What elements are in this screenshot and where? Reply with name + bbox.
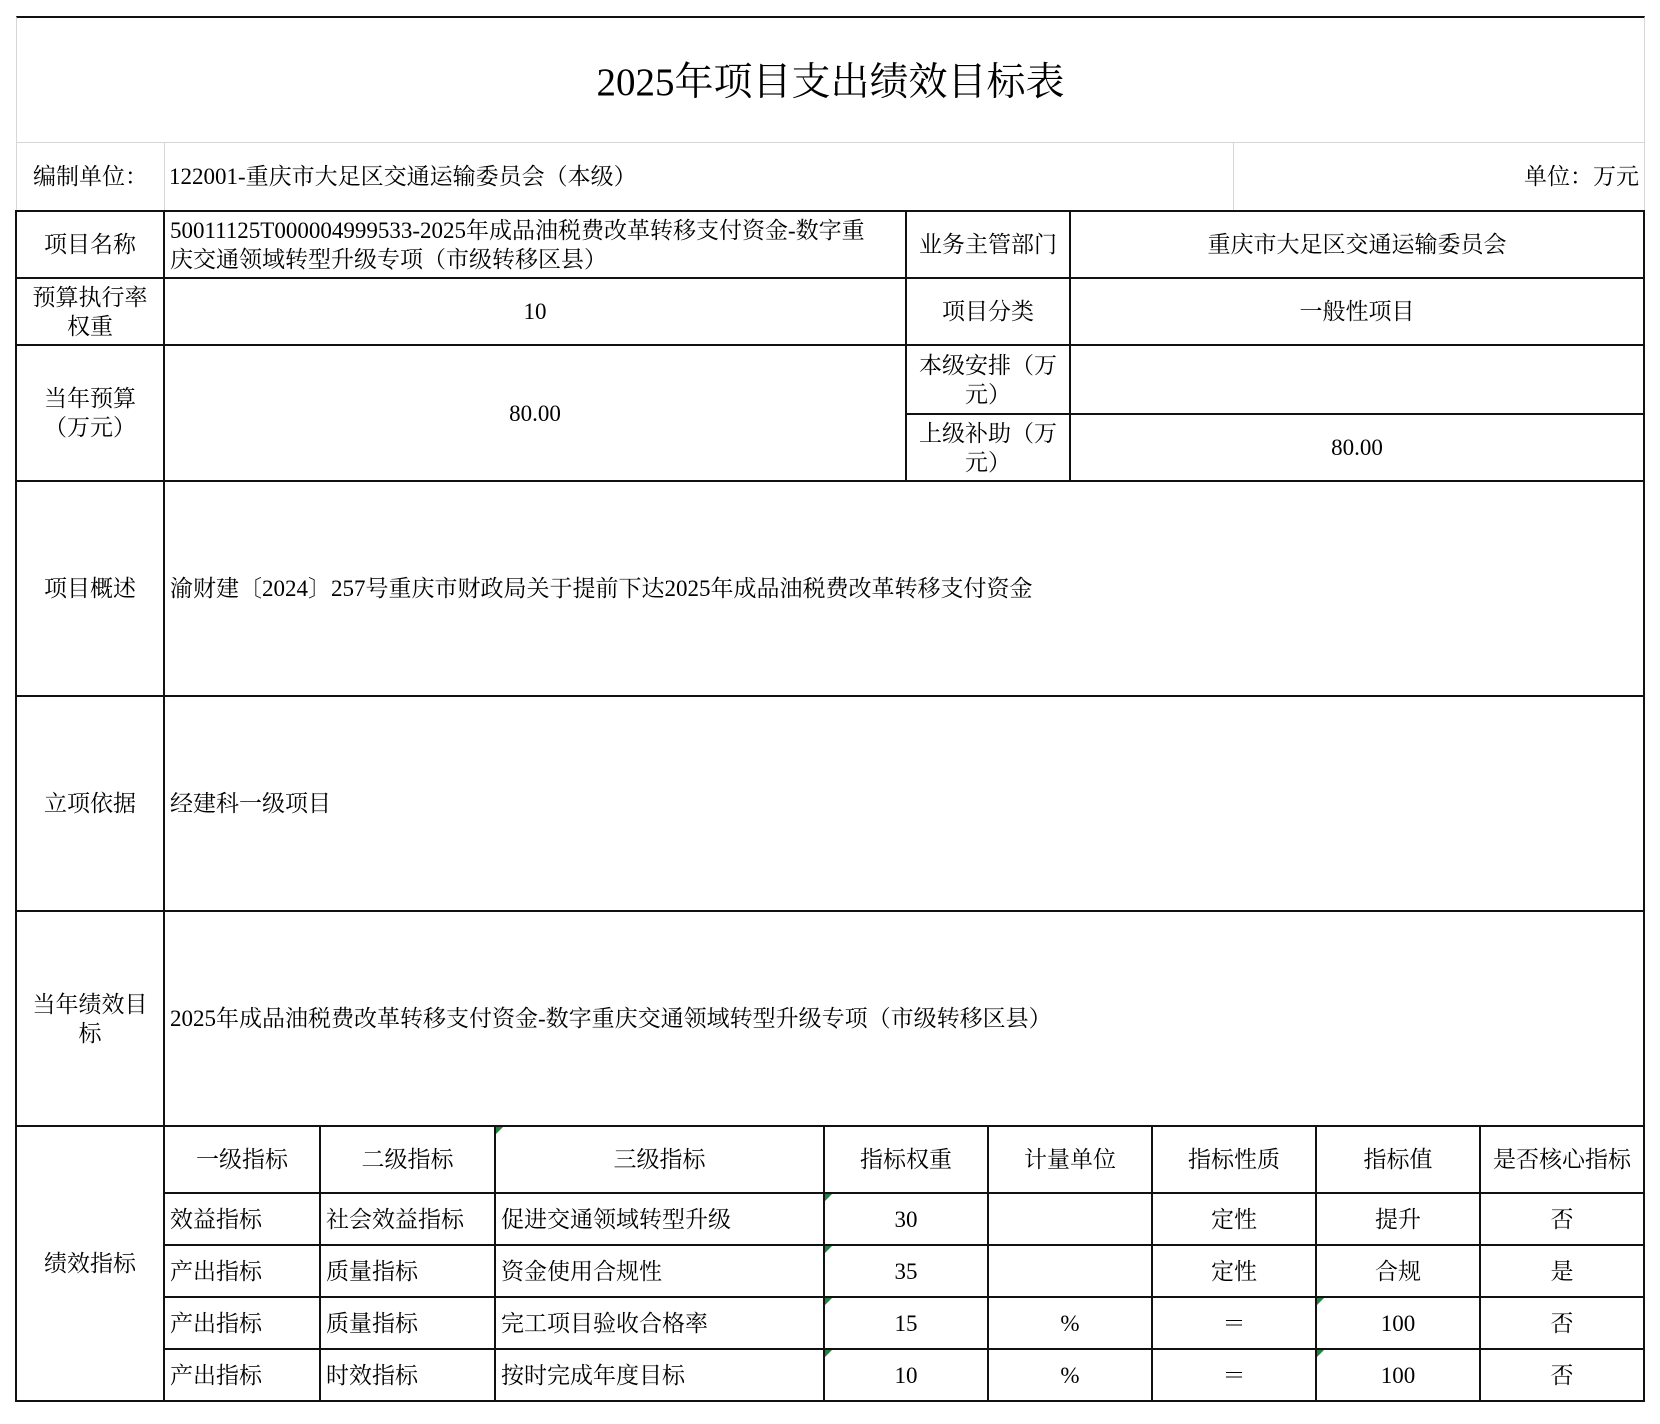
indicator-row4-unit: % — [987, 1348, 1153, 1402]
project-name-label: 项目名称 — [15, 210, 165, 279]
indicator-row1-value: 提升 — [1315, 1192, 1481, 1246]
green-corner-marker — [825, 1246, 832, 1253]
budget-label: 当年预算（万元） — [15, 344, 165, 482]
execution-weight-label: 预算执行率权重 — [15, 277, 165, 346]
indicator-row3-unit: % — [987, 1296, 1153, 1350]
indicator-row3-level1: 产出指标 — [163, 1296, 321, 1350]
indicator-row1-level1: 效益指标 — [163, 1192, 321, 1246]
indicator-row2-level2: 质量指标 — [319, 1244, 496, 1298]
indicator-row2-unit — [987, 1244, 1153, 1298]
overview-label: 项目概述 — [15, 480, 165, 697]
indicator-row1-unit — [987, 1192, 1153, 1246]
indicator-row3-weight: 15 — [823, 1296, 989, 1350]
compiling-unit-value: 122001-重庆市大足区交通运输委员会（本级） — [164, 142, 1234, 211]
indicator-row4-value: 100 — [1315, 1348, 1481, 1402]
compiling-unit-label: 编制单位： — [16, 142, 165, 211]
local-allocation-label: 本级安排（万元） — [905, 344, 1071, 415]
indicator-row3-nature: ＝ — [1151, 1296, 1317, 1350]
green-corner-marker — [825, 1298, 832, 1305]
department-value: 重庆市大足区交通运输委员会 — [1069, 210, 1645, 279]
execution-weight-value: 10 — [163, 277, 907, 346]
superior-subsidy-label: 上级补助（万元） — [905, 413, 1071, 482]
indicator-row1-level3: 促进交通领域转型升级 — [494, 1192, 825, 1246]
indicator-header-weight: 指标权重 — [823, 1125, 989, 1194]
indicator-row1-core: 否 — [1479, 1192, 1645, 1246]
indicators-label: 绩效指标 — [15, 1125, 165, 1402]
indicator-header-value: 指标值 — [1315, 1125, 1481, 1194]
green-corner-marker — [1317, 1350, 1324, 1357]
indicator-row4-level1: 产出指标 — [163, 1348, 321, 1402]
indicator-row3-level2: 质量指标 — [319, 1296, 496, 1350]
indicator-header-level3: 三级指标 — [494, 1125, 825, 1194]
basis-value: 经建科一级项目 — [163, 695, 1645, 912]
green-corner-marker — [825, 1194, 832, 1201]
indicator-row4-weight: 10 — [823, 1348, 989, 1402]
indicator-row1-nature: 定性 — [1151, 1192, 1317, 1246]
budget-value: 80.00 — [163, 344, 907, 482]
indicator-header-level1: 一级指标 — [163, 1125, 321, 1194]
indicator-header-core: 是否核心指标 — [1479, 1125, 1645, 1194]
indicator-row4-level3: 按时完成年度目标 — [494, 1348, 825, 1402]
indicator-row2-level3: 资金使用合规性 — [494, 1244, 825, 1298]
indicator-row4-level2: 时效指标 — [319, 1348, 496, 1402]
green-corner-marker — [496, 1127, 503, 1134]
green-corner-marker — [1317, 1298, 1324, 1305]
indicator-row1-weight: 30 — [823, 1192, 989, 1246]
indicator-row1-level2: 社会效益指标 — [319, 1192, 496, 1246]
annual-goal-value: 2025年成品油税费改革转移支付资金-数字重庆交通领域转型升级专项（市级转移区县） — [163, 910, 1645, 1127]
indicator-row2-weight: 35 — [823, 1244, 989, 1298]
annual-goal-label: 当年绩效目标 — [15, 910, 165, 1127]
indicator-row3-value: 100 — [1315, 1296, 1481, 1350]
indicator-header-level2: 二级指标 — [319, 1125, 496, 1194]
category-value: 一般性项目 — [1069, 277, 1645, 346]
sheet-title: 2025年项目支出绩效目标表 — [16, 16, 1645, 143]
indicator-header-unit: 计量单位 — [987, 1125, 1153, 1194]
superior-subsidy-value: 80.00 — [1069, 413, 1645, 482]
indicator-row4-core: 否 — [1479, 1348, 1645, 1402]
overview-value: 渝财建〔2024〕257号重庆市财政局关于提前下达2025年成品油税费改革转移支付资金 — [163, 480, 1645, 697]
indicator-header-nature: 指标性质 — [1151, 1125, 1317, 1194]
indicator-row3-level3: 完工项目验收合格率 — [494, 1296, 825, 1350]
project-name-value: 50011125T000004999533-2025年成品油税费改革转移支付资金-数字重庆交通领域转型升级专项（市级转移区县） — [163, 210, 907, 279]
indicator-row2-core: 是 — [1479, 1244, 1645, 1298]
department-label: 业务主管部门 — [905, 210, 1071, 279]
category-label: 项目分类 — [905, 277, 1071, 346]
indicator-row4-nature: ＝ — [1151, 1348, 1317, 1402]
green-corner-marker — [825, 1350, 832, 1357]
local-allocation-value — [1069, 344, 1645, 415]
basis-label: 立项依据 — [15, 695, 165, 912]
indicator-row2-nature: 定性 — [1151, 1244, 1317, 1298]
currency-unit-note: 单位：万元 — [1233, 142, 1645, 211]
indicator-row2-value: 合规 — [1315, 1244, 1481, 1298]
indicator-row2-level1: 产出指标 — [163, 1244, 321, 1298]
indicator-row3-core: 否 — [1479, 1296, 1645, 1350]
